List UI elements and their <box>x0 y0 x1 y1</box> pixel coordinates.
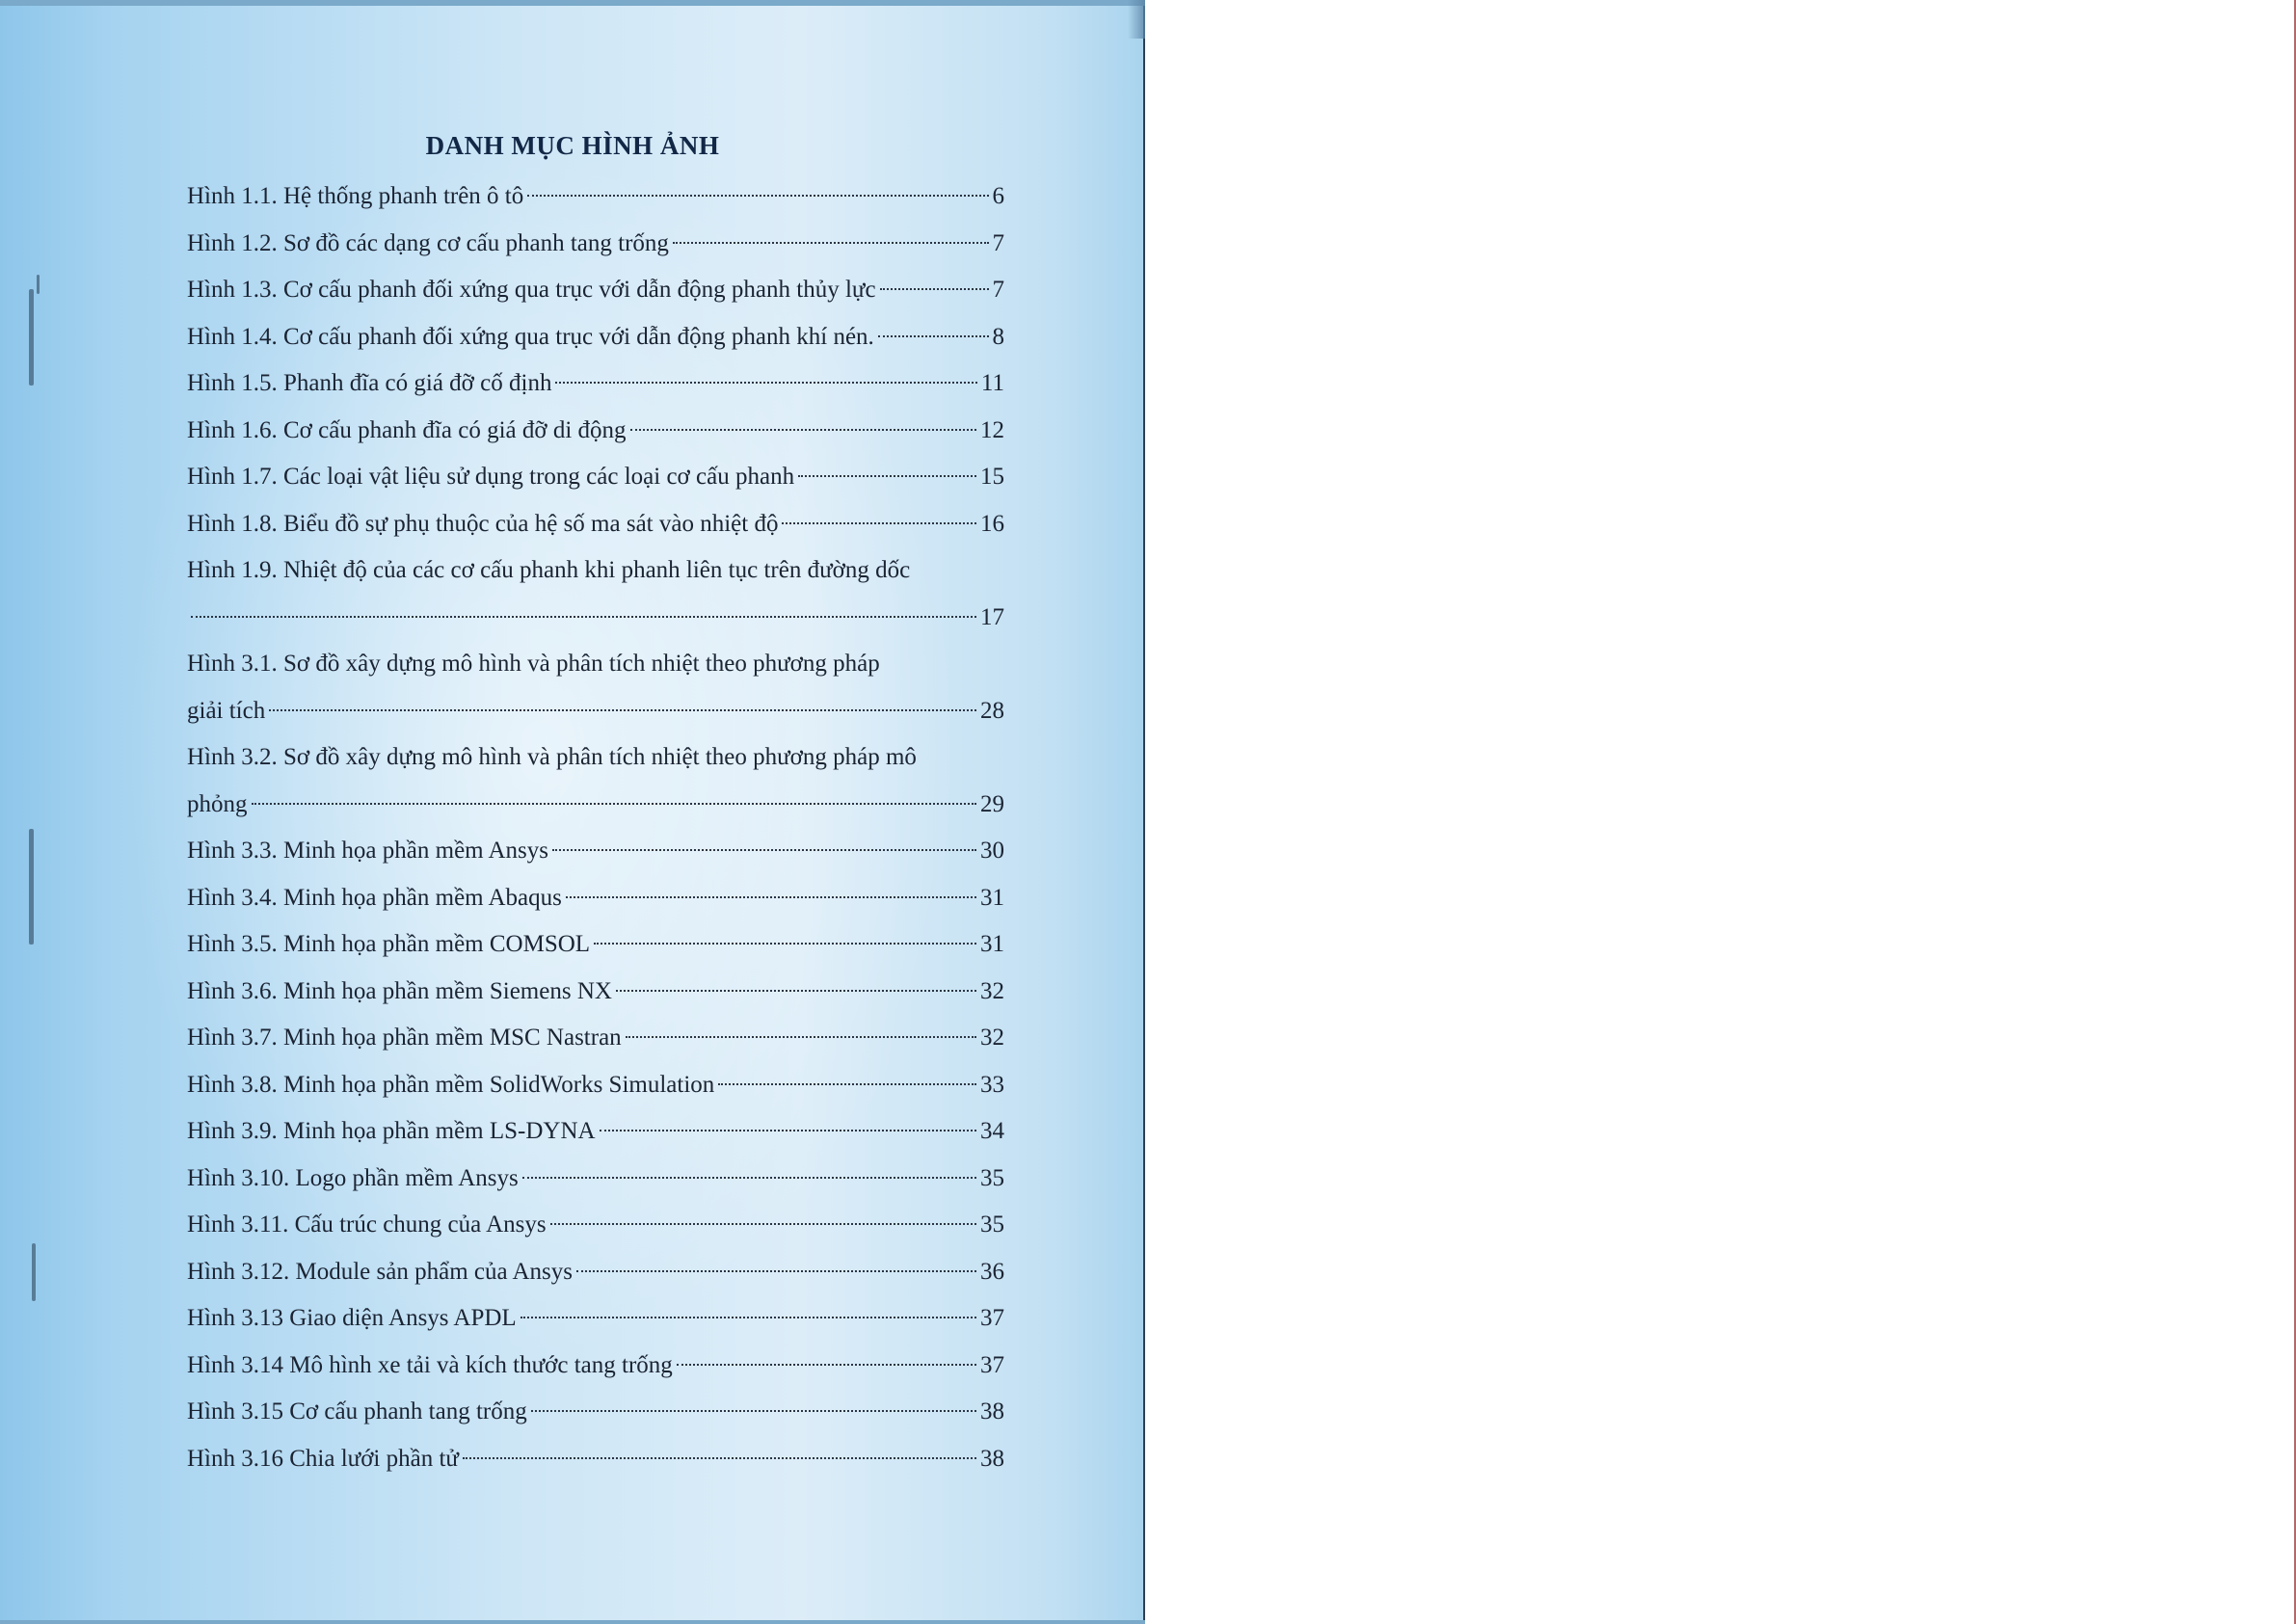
figure-entry <box>187 1015 1004 1062</box>
dot-leader <box>269 709 976 711</box>
figure-entry-title: Hình 3.9. Minh họa phần mềm LS-DYNA <box>187 1118 596 1144</box>
figure-entry-page-number: 34 <box>980 1118 1004 1144</box>
figure-entry-title: Hình 3.2. Sơ đồ xây dựng mô hình và phân tích nhiệt theo phương pháp mô <box>187 744 917 770</box>
figure-entry-page-number: 31 <box>980 884 1004 911</box>
figure-entry-page-number: 28 <box>980 697 1004 724</box>
figure-entry <box>187 1436 1004 1483</box>
page-bottom-edge <box>0 1620 1145 1624</box>
figure-entry <box>187 921 1004 969</box>
dot-leader <box>594 943 976 945</box>
figure-entry <box>187 1108 1004 1156</box>
figure-entry-page-number: 37 <box>980 1305 1004 1331</box>
dot-leader <box>527 195 988 197</box>
figure-entry <box>187 547 1004 595</box>
figure-entry-title: Hình 3.14 Mô hình xe tải và kích thước tang trống <box>187 1351 673 1378</box>
figure-list <box>187 173 1004 1482</box>
dot-leader <box>550 1223 976 1225</box>
figure-entry-page-number: 36 <box>980 1258 1004 1285</box>
dot-leader <box>531 1410 976 1412</box>
figure-entry-title: Hình 3.4. Minh họa phần mềm Abaqus <box>187 884 562 911</box>
figure-entry <box>187 1295 1004 1343</box>
page-corner-shadow <box>1128 0 1145 39</box>
figure-entry-title: Hình 1.9. Nhiệt độ của các cơ cấu phanh khi phanh liên tục trên đường dốc <box>187 557 911 583</box>
dot-leader <box>555 382 976 384</box>
figure-entry <box>187 408 1004 455</box>
dot-leader <box>616 990 976 992</box>
dot-leader <box>880 288 989 290</box>
figure-entry-title: Hình 1.1. Hệ thống phanh trên ô tô <box>187 183 524 209</box>
figure-entry-page-number: 8 <box>992 323 1004 350</box>
dot-leader <box>677 1364 976 1366</box>
dot-leader <box>552 849 976 851</box>
figure-entry-page-number: 31 <box>980 931 1004 957</box>
figure-entry-page-number: 15 <box>980 464 1004 490</box>
figure-entry <box>187 1389 1004 1436</box>
dot-leader <box>782 522 976 524</box>
figure-entry <box>187 828 1004 875</box>
dot-leader <box>673 242 989 244</box>
figure-entry-title: Hình 3.7. Minh họa phần mềm MSC Nastran <box>187 1025 622 1051</box>
figure-entry <box>187 314 1004 361</box>
figure-entry-page-number: 35 <box>980 1164 1004 1191</box>
figure-entry-page-number: 6 <box>992 183 1004 209</box>
figure-entry-title: Hình 1.8. Biểu đồ sự phụ thuộc của hệ số ma sát vào nhiệt độ <box>187 510 779 537</box>
figure-entry-page-number: 7 <box>992 277 1004 303</box>
dot-leader <box>463 1457 976 1459</box>
figure-entry-title: Hình 1.3. Cơ cấu phanh đối xứng qua trục với dẫn động phanh thủy lực <box>187 277 876 303</box>
figure-entry <box>187 501 1004 548</box>
figure-entry-title: Hình 3.8. Minh họa phần mềm SolidWorks Simulation <box>187 1071 715 1098</box>
figure-entry <box>187 173 1004 221</box>
figure-entry-page-number: 16 <box>980 510 1004 537</box>
figure-entry-page-number: 7 <box>992 229 1004 256</box>
figure-entry-continuation <box>187 688 1004 735</box>
binding-mark <box>29 289 34 386</box>
figure-entry <box>187 1343 1004 1390</box>
figure-entry <box>187 221 1004 268</box>
figure-entry-page-number: 12 <box>980 416 1004 443</box>
figure-entry-page-number: 32 <box>980 977 1004 1004</box>
figure-entry-page-number: 38 <box>980 1398 1004 1424</box>
dot-leader <box>798 475 976 477</box>
figure-entry <box>187 875 1004 922</box>
figure-entry <box>187 969 1004 1016</box>
figure-entry-title: Hình 1.7. Các loại vật liệu sử dụng trong các loại cơ cấu phanh <box>187 464 795 490</box>
figure-entry-page-number: 38 <box>980 1445 1004 1472</box>
page-top-edge <box>0 0 1145 6</box>
dot-leader <box>191 616 976 618</box>
binding-mark <box>37 275 40 294</box>
figure-entry-page-number: 37 <box>980 1351 1004 1378</box>
figure-entry-page-number: 35 <box>980 1211 1004 1238</box>
page-title: DANH MỤC HÌNH ẢNH <box>425 131 720 160</box>
figure-entry <box>187 454 1004 501</box>
figure-entry-title: Hình 3.6. Minh họa phần mềm Siemens NX <box>187 977 612 1004</box>
dot-leader <box>600 1130 976 1131</box>
figure-entry-title: Hình 3.3. Minh họa phần mềm Ansys <box>187 838 548 864</box>
dot-leader <box>521 1317 976 1318</box>
dot-leader <box>626 1036 976 1038</box>
figure-entry-title: Hình 3.16 Chia lưới phần tử <box>187 1445 459 1472</box>
figure-entry <box>187 1202 1004 1249</box>
figure-entry-title: Hình 3.5. Minh họa phần mềm COMSOL <box>187 931 591 957</box>
figure-entry-title: Hình 3.15 Cơ cấu phanh tang trống <box>187 1398 527 1424</box>
figure-entry-continuation-text: phỏng <box>187 790 248 817</box>
figure-entry-page-number: 33 <box>980 1071 1004 1098</box>
figure-entry <box>187 1062 1004 1109</box>
figure-entry-page-number: 17 <box>980 603 1004 630</box>
figure-entry-title: Hình 3.10. Logo phần mềm Ansys <box>187 1164 519 1191</box>
figure-entry-page-number: 30 <box>980 838 1004 864</box>
figure-entry-title: Hình 1.2. Sơ đồ các dạng cơ cấu phanh tang trống <box>187 229 669 256</box>
scanned-page <box>0 0 1145 1624</box>
figure-entry-continuation <box>187 595 1004 642</box>
dot-leader <box>718 1083 976 1085</box>
figure-entry <box>187 1156 1004 1203</box>
binding-mark <box>29 829 34 945</box>
figure-entry <box>187 267 1004 314</box>
figure-entry-title: Hình 1.5. Phanh đĩa có giá đỡ cố định <box>187 370 552 396</box>
figure-entry-title: Hình 3.13 Giao diện Ansys APDL <box>187 1305 517 1331</box>
figure-entry-page-number: 11 <box>980 370 1004 396</box>
dot-leader <box>878 335 989 337</box>
dot-leader <box>630 429 976 431</box>
dot-leader <box>576 1270 976 1272</box>
figure-entry-continuation-text: giải tích <box>187 697 266 724</box>
figure-entry-title: Hình 3.12. Module sản phẩm của Ansys <box>187 1258 573 1285</box>
figure-entry-page-number: 32 <box>980 1025 1004 1051</box>
figure-entry-continuation <box>187 782 1004 829</box>
figure-entry <box>187 734 1004 782</box>
dot-leader <box>566 896 976 898</box>
figure-entry <box>187 360 1004 408</box>
dot-leader <box>252 803 977 805</box>
binding-mark <box>32 1243 36 1301</box>
figure-entry-title: Hình 3.11. Cấu trúc chung của Ansys <box>187 1211 547 1238</box>
figure-entry-page-number: 29 <box>980 790 1004 817</box>
figure-entry-title: Hình 3.1. Sơ đồ xây dựng mô hình và phân tích nhiệt theo phương pháp <box>187 651 880 677</box>
figure-entry-title: Hình 1.4. Cơ cấu phanh đối xứng qua trục với dẫn động phanh khí nén. <box>187 323 874 350</box>
figure-entry-title: Hình 1.6. Cơ cấu phanh đĩa có giá đỡ di động <box>187 416 627 443</box>
figure-entry <box>187 1249 1004 1296</box>
figure-entry <box>187 641 1004 688</box>
dot-leader <box>522 1177 976 1179</box>
